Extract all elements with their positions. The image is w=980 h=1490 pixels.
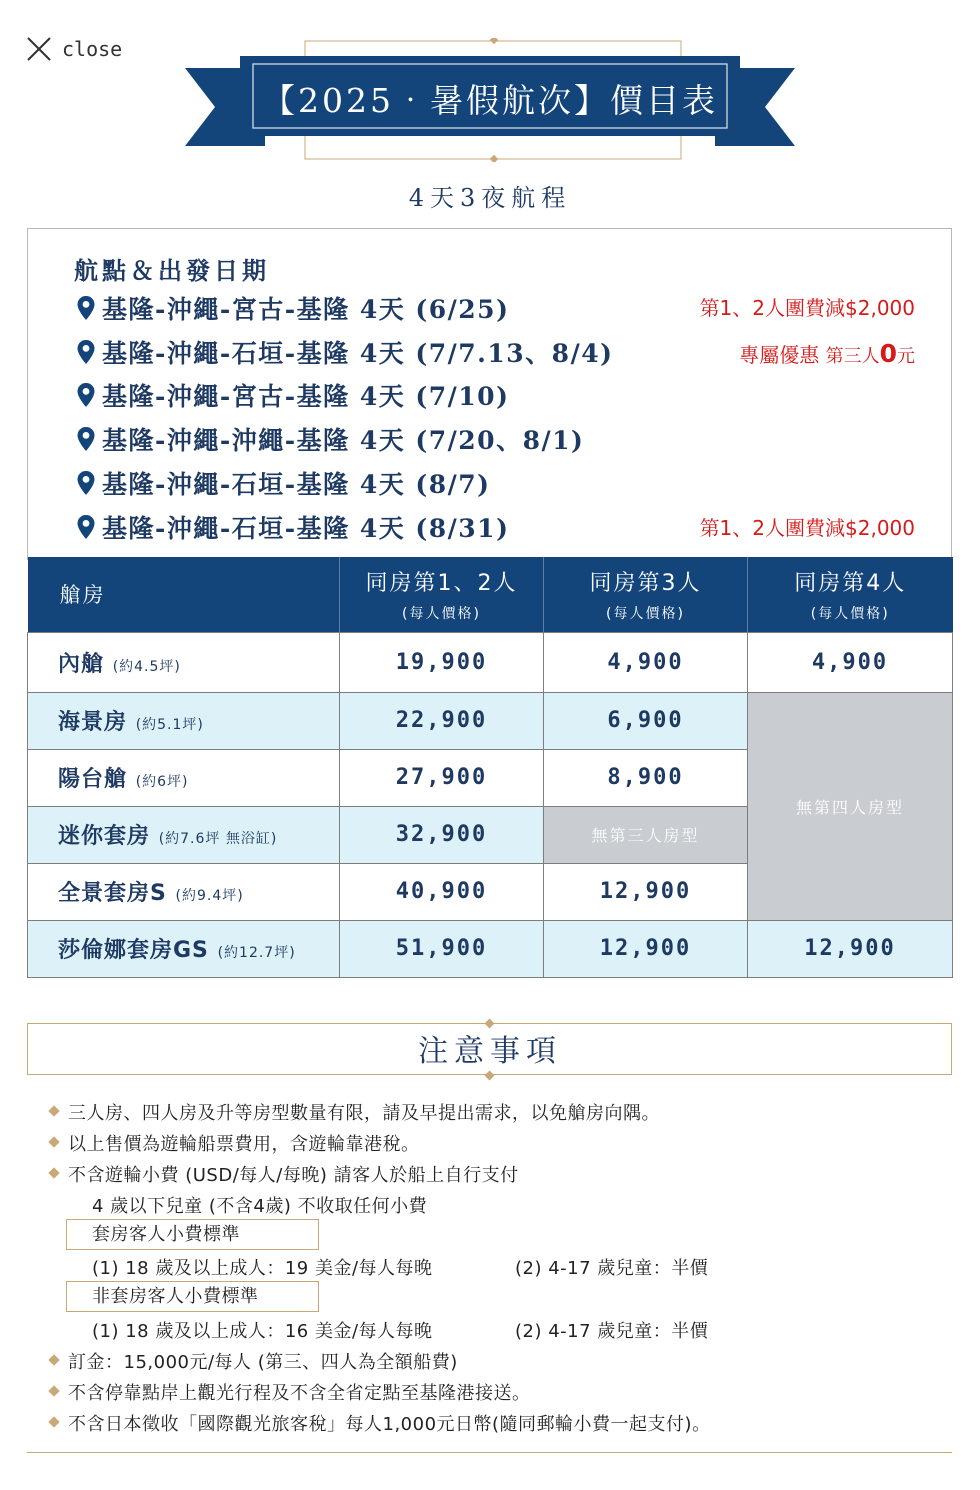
header-col1 [340, 557, 544, 632]
promo-third: 第三人 [825, 346, 880, 367]
no-third-cell: 無第三人房型 [544, 806, 748, 863]
table-row [28, 692, 953, 749]
route-item [76, 465, 491, 501]
header-col1-main: 同房第1、2人 [365, 570, 518, 596]
room-cell [28, 749, 340, 806]
close-icon [26, 36, 52, 62]
header-col3-main: 同房第4人 [794, 570, 907, 596]
close-button[interactable] [26, 36, 122, 62]
route-item [76, 421, 584, 457]
note-item: 以上售價為遊輪船票費用，含遊輪靠港稅。 [68, 1134, 420, 1155]
route-item [76, 334, 613, 370]
header-col2 [544, 557, 748, 632]
room-name: 陽台艙 [58, 767, 128, 792]
page-title: 【2025‧暑假航次】價目表 [262, 80, 718, 120]
price-cell: 4,900 [544, 632, 748, 692]
price-table [27, 557, 953, 978]
nonsuite-tip-title: 非套房客人小費標準 [66, 1281, 319, 1312]
diamond-bullet-icon [48, 1416, 59, 1427]
suite-tip-title: 套房客人小費標準 [66, 1219, 319, 1250]
route-text: 基隆-沖繩-石垣-基隆 4天 (8/7) [102, 470, 491, 499]
route-item [76, 290, 509, 326]
diamond-bullet-icon [48, 1136, 59, 1147]
nonsuite-tip-adult: (1) 18 歲及以上成人：16 美金/每人每晚 [92, 1321, 433, 1342]
table-row [28, 632, 953, 692]
route-text: 基隆-沖繩-石垣-基隆 4天 (8/31) [102, 514, 510, 543]
promo-third-person [739, 339, 915, 368]
header-col3-sub: (每人價格) [810, 605, 890, 622]
note-item: 訂金：15,000元/每人 (第三、四人為全額船費) [68, 1352, 458, 1373]
table-header-row [28, 557, 953, 632]
room-cell [28, 806, 340, 863]
price-cell: 12,900 [544, 863, 748, 920]
price-cell: 12,900 [544, 920, 748, 977]
no-fourth-cell: 無第四人房型 [748, 692, 953, 920]
price-cell: 6,900 [544, 692, 748, 749]
room-size: (約12.7坪) [217, 945, 296, 961]
location-pin-icon [76, 382, 96, 408]
route-text: 基隆-沖繩-沖繩-基隆 4天 (7/20、8/1) [102, 426, 585, 455]
diamond-bullet-icon [48, 1385, 59, 1396]
diamond-bullet-icon [48, 1105, 59, 1116]
route-text: 基隆-沖繩-石垣-基隆 4天 (7/7.13、8/4) [102, 339, 614, 368]
diamond-bullet-icon [48, 1167, 59, 1178]
route-heading: 航點＆出發日期 [74, 256, 270, 285]
price-cell: 40,900 [340, 863, 544, 920]
title-banner [185, 38, 795, 162]
divider [27, 1452, 952, 1453]
price-cell: 27,900 [340, 749, 544, 806]
header-col3 [748, 557, 953, 632]
room-cell [28, 632, 340, 692]
price-cell: 22,900 [340, 692, 544, 749]
room-size: (約6坪) [135, 774, 189, 790]
price-cell: 12,900 [748, 920, 953, 977]
price-cell: 32,900 [340, 806, 544, 863]
header-room: 艙房 [28, 557, 340, 632]
room-size: (約4.5坪) [112, 658, 181, 675]
note-sub-item: 4 歲以下兒童 (不含4歲) 不收取任何小費 [92, 1196, 428, 1217]
room-name: 內艙 [58, 651, 105, 677]
promo-unit: 元 [897, 346, 915, 367]
room-size: (約7.6坪 無浴缸) [158, 831, 278, 847]
room-cell [28, 863, 340, 920]
price-cell: 51,900 [340, 920, 544, 977]
promo-label: 專屬優惠 [739, 343, 820, 367]
location-pin-icon [76, 295, 96, 321]
promo-discount: 第1、2人團費減$2,000 [699, 296, 915, 320]
room-cell [28, 692, 340, 749]
route-box [27, 228, 952, 560]
location-pin-icon [76, 470, 96, 496]
suite-tip-child: (2) 4-17 歲兒童：半價 [515, 1258, 709, 1279]
nonsuite-tip-child: (2) 4-17 歲兒童：半價 [515, 1321, 709, 1342]
room-size: (約5.1坪) [135, 717, 204, 733]
route-item [76, 509, 509, 545]
note-item: 不含遊輪小費 (USD/每人/每晚) 請客人於船上自行支付 [68, 1165, 519, 1186]
room-name: 迷你套房 [58, 824, 151, 849]
suite-tip-adult: (1) 18 歲及以上成人：19 美金/每人每晚 [92, 1258, 433, 1279]
price-cell: 4,900 [748, 632, 953, 692]
location-pin-icon [76, 514, 96, 540]
notes-title: 注意事項 [418, 1034, 562, 1069]
price-cell: 19,900 [340, 632, 544, 692]
route-text: 基隆-沖繩-宮古-基隆 4天 (6/25) [102, 295, 510, 324]
header-col1-sub: (每人價格) [402, 605, 481, 622]
table-row [28, 920, 953, 977]
header-col2-main: 同房第3人 [589, 570, 702, 596]
room-name: 莎倫娜套房GS [58, 938, 209, 963]
close-label: close [62, 37, 123, 61]
route-text: 基隆-沖繩-宮古-基隆 4天 (7/10) [102, 382, 510, 411]
location-pin-icon [76, 339, 96, 365]
route-item [76, 377, 509, 413]
header-col2-sub: (每人價格) [606, 605, 685, 622]
note-item: 不含日本徵收「國際觀光旅客稅」每人1,000元日幣(隨同郵輪小費一起支付)。 [68, 1414, 711, 1435]
room-cell [28, 920, 340, 977]
diamond-bullet-icon [48, 1354, 59, 1365]
note-item: 三人房、四人房及升等房型數量有限，請及早提出需求，以免艙房向隅。 [68, 1103, 660, 1124]
price-cell: 8,900 [544, 749, 748, 806]
itinerary-subtitle: 4天3夜航程 [408, 184, 572, 212]
note-item: 不含停靠點岸上觀光行程及不含全省定點至基隆港接送。 [68, 1383, 531, 1404]
promo-zero: 0 [879, 339, 897, 368]
room-size: (約9.4坪) [175, 888, 244, 904]
promo-discount: 第1、2人團費減$2,000 [699, 516, 915, 540]
room-name: 海景房 [58, 710, 128, 735]
location-pin-icon [76, 426, 96, 452]
room-name: 全景套房S [58, 881, 167, 906]
